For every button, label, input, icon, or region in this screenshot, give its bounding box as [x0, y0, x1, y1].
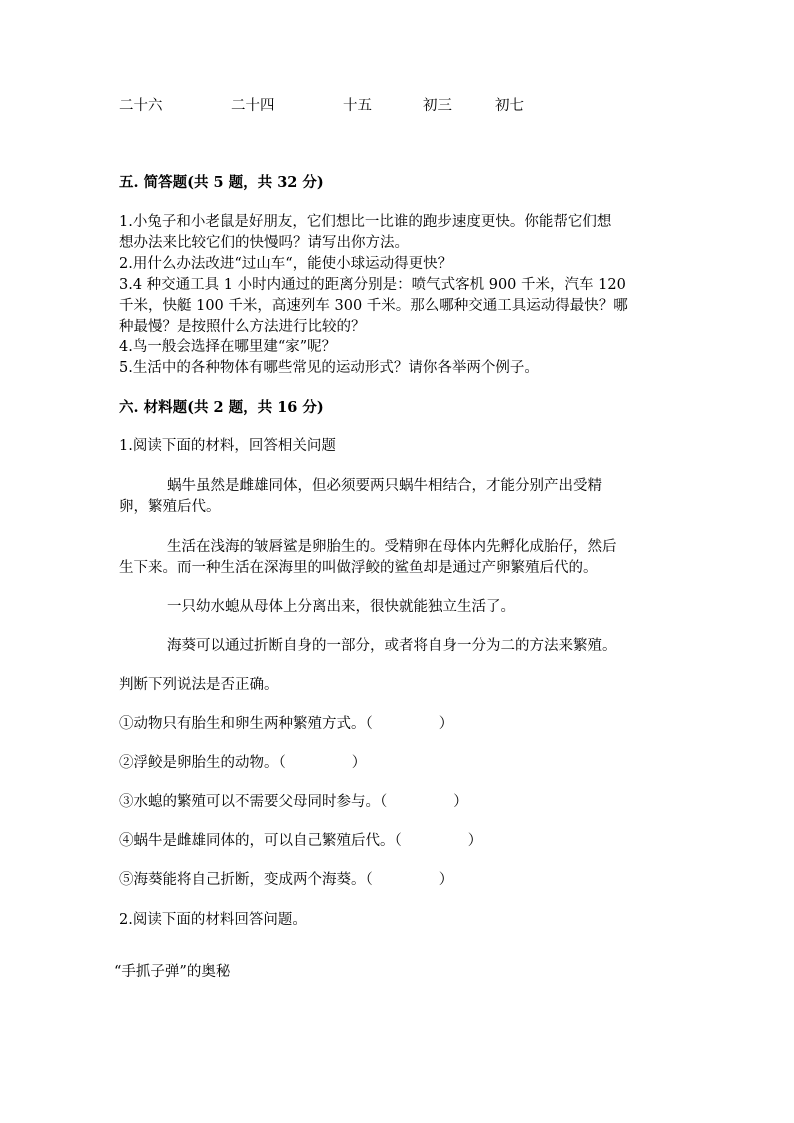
material-title: “手抓子弹”的奥秘: [114, 964, 231, 980]
material-para-1-line-1: 蜗牛虽然是雌雄同体，但必须要两只蜗牛相结合，才能分别产出受精: [167, 478, 602, 494]
material-para-3: 一只幼水螅从母体上分离出来，很快就能独立生活了。: [167, 599, 515, 615]
judge-item-text: ①动物只有胎生和卵生两种繁殖方式。: [119, 716, 366, 732]
judge-item-2: [119, 753, 366, 773]
answer-blank-close: ）: [351, 755, 367, 771]
judge-item-5: [119, 870, 453, 890]
answer-blank-open: （: [278, 755, 286, 771]
question-2-intro: 2.阅读下面的材料回答问题。: [119, 912, 307, 928]
answer-blank-open: （: [365, 872, 373, 888]
answer-blank-close: ）: [453, 794, 468, 810]
term-4: 初三: [423, 98, 452, 114]
answer-blank-close: ）: [438, 716, 454, 732]
term-2: 二十四: [231, 98, 275, 114]
question-1-intro: 1.阅读下面的材料，回答相关问题: [119, 438, 336, 454]
answer-blank-close: ）: [438, 872, 454, 888]
section-5-heading: 五. 简答题(共 5 题，共 32 分): [119, 174, 324, 191]
section-5-line-2: 想办法来比较它们的快慢吗？请写出你方法。: [119, 235, 409, 251]
answer-blank-close: ）: [467, 833, 483, 849]
section-5-line-6: 种最慢？是按照什么方法进行比较的？: [119, 319, 366, 335]
section-5-line-7: 4.鸟一般会选择在哪里建“家”呢？: [119, 339, 337, 355]
section-5-line-4: 3.4 种交通工具 1 小时内通过的距离分别是：喷气式客机 900 千米，汽车 120: [119, 277, 626, 293]
judge-item-text: ③水螅的繁殖可以不需要父母同时参与。: [119, 794, 380, 810]
material-para-2-line-2: 生下来。而一种生活在深海里的叫做浮鲛的鲨鱼却是通过产卵繁殖后代的。: [119, 560, 598, 576]
answer-blank-open: （: [394, 833, 402, 849]
answer-blank-open: （: [380, 794, 388, 810]
judge-item-1: [119, 714, 453, 734]
judge-intro: 判断下列说法是否正确。: [119, 677, 279, 693]
section-6-heading: 六. 材料题(共 2 题，共 16 分): [119, 399, 324, 416]
answer-blank-open: （: [365, 716, 373, 732]
material-para-1-line-2: 卵，繁殖后代。: [119, 499, 221, 515]
term-1: 二十六: [119, 98, 163, 114]
material-para-2-line-1: 生活在浅海的皱唇鲨是卵胎生的。受精卵在母体内先孵化成胎仔，然后: [167, 539, 617, 555]
section-5-line-8: 5.生活中的各种物体有哪些常见的运动形式？请你各举两个例子。: [119, 360, 539, 376]
judge-item-4: [119, 831, 482, 851]
judge-item-text: ⑤海葵能将自己折断，变成两个海葵。: [119, 872, 366, 888]
judge-item-3: [119, 792, 468, 812]
term-5: 初七: [495, 98, 524, 114]
section-5-line-5: 千米，快艇 100 千米，高速列车 300 千米。那么哪种交通工具运动得最快？哪: [119, 298, 628, 314]
term-3: 十五: [343, 98, 372, 114]
section-5-line-3: 2.用什么办法改进“过山车“，能使小球运动得更快？: [119, 256, 453, 272]
section-5-line-1: 1.小兔子和小老鼠是好朋友，它们想比一比谁的跑步速度更快。你能帮它们想: [119, 214, 612, 230]
judge-item-text: ④蜗牛是雌雄同体的，可以自己繁殖后代。: [119, 833, 395, 849]
judge-item-text: ②浮鲛是卵胎生的动物。: [119, 755, 279, 771]
material-para-4: 海葵可以通过折断自身的一部分，或者将自身一分为二的方法来繁殖。: [167, 638, 617, 654]
